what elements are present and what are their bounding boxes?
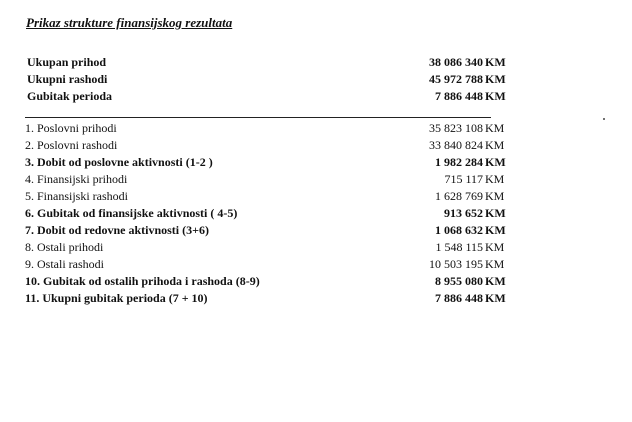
detail-label: 4. Finansijski prihodi [25,172,128,186]
summary-currency: KM [485,55,506,69]
section-divider [25,117,491,118]
detail-amount: 1 068 632 [435,223,483,237]
detail-row-2 [0,138,632,155]
summary-row-total-income [0,55,632,72]
detail-label: 8. Ostali prihodi [25,240,104,254]
detail-currency: KM [485,121,505,135]
detail-currency: KM [485,138,505,152]
detail-amount: 10 503 195 [429,257,483,271]
detail-label: 1. Poslovni prihodi [25,121,117,135]
scan-speck [603,118,605,120]
detail-label: 7. Dobit od redovne aktivnosti (3+6) [25,223,209,237]
summary-currency: KM [485,72,506,86]
detail-label: 2. Poslovni rashodi [25,138,118,152]
detail-amount: 1 982 284 [435,155,483,169]
detail-row-10 [0,274,632,291]
detail-row-7 [0,223,632,240]
detail-currency: KM [485,189,505,203]
detail-label: 3. Dobit od poslovne aktivnosti (1-2 ) [25,155,213,169]
detail-row-9 [0,257,632,274]
detail-row-1 [0,121,632,138]
detail-label: 10. Gubitak od ostalih prihoda i rashoda (8-9) [25,274,260,288]
detail-currency: KM [485,274,506,288]
detail-amount: 8 955 080 [435,274,483,288]
detail-amount: 35 823 108 [429,121,483,135]
detail-currency: KM [485,206,506,220]
summary-amount: 38 086 340 [429,55,483,69]
detail-row-3 [0,155,632,172]
detail-label: 6. Gubitak od finansijske aktivnosti ( 4-5) [25,206,238,220]
summary-amount: 7 886 448 [435,89,483,103]
detail-row-6 [0,206,632,223]
detail-amount: 1 548 115 [435,240,483,254]
detail-label: 5. Finansijski rashodi [25,189,129,203]
detail-currency: KM [485,172,505,186]
detail-row-11 [0,291,632,308]
summary-currency: KM [485,89,506,103]
detail-label: 9. Ostali rashodi [25,257,104,271]
summary-label: Gubitak perioda [27,89,113,103]
detail-row-4 [0,172,632,189]
detail-currency: KM [485,291,506,305]
detail-currency: KM [485,257,505,271]
detail-amount: 715 117 [444,172,483,186]
document-title: Prikaz strukture finansijskog rezultata [26,15,233,30]
summary-row-total-expenses [0,72,632,89]
detail-label: 11. Ukupni gubitak perioda (7 + 10) [25,291,208,305]
detail-currency: KM [485,155,506,169]
detail-row-5 [0,189,632,206]
summary-label: Ukupan prihod [27,55,107,69]
detail-row-8 [0,240,632,257]
detail-amount: 7 886 448 [435,291,483,305]
detail-amount: 1 628 769 [435,189,483,203]
summary-row-period-loss [0,89,632,106]
summary-label: Ukupni rashodi [27,72,108,86]
detail-currency: KM [485,223,506,237]
detail-currency: KM [485,240,505,254]
detail-amount: 33 840 824 [429,138,483,152]
detail-amount: 913 652 [444,206,483,220]
summary-amount: 45 972 788 [429,72,483,86]
